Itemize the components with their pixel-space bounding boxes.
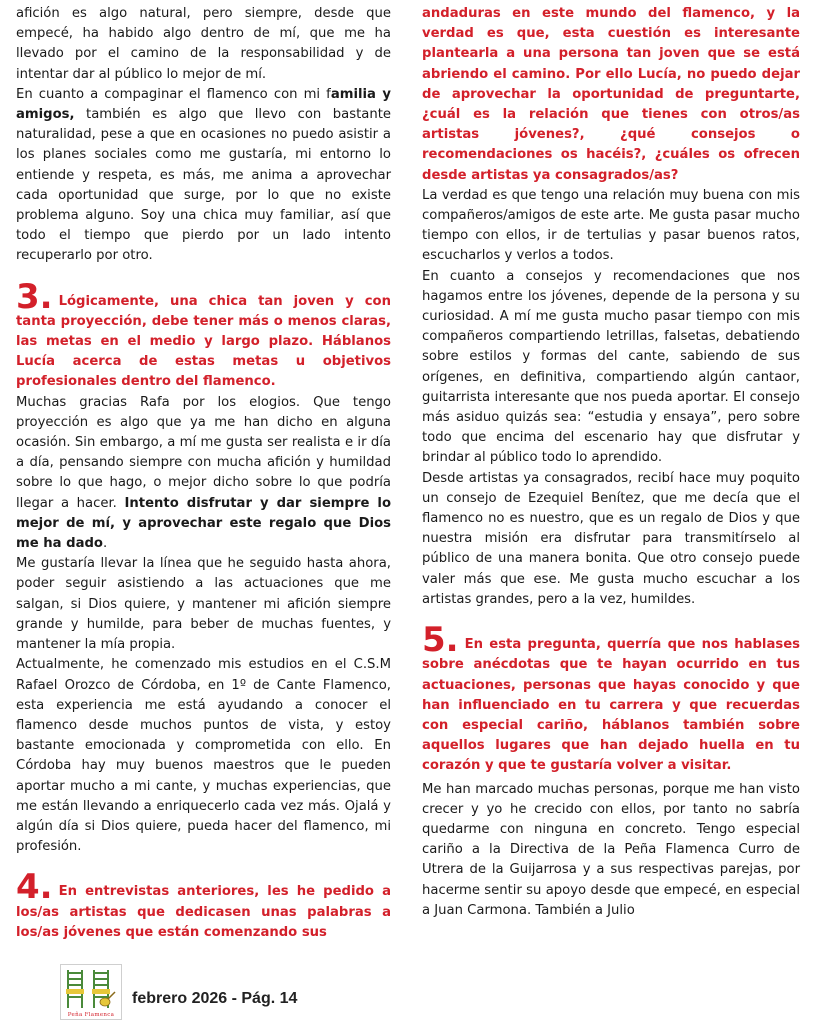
logo-caption: Peña Flamenca xyxy=(67,1012,115,1018)
question-text: Lógicamente, una chica tan joven y con tanta proyección, debe tener más o menos claras, las metas en el medio y largo plazo. Háblanos Lucía acerca de estas metas u objetivos profesionales dentro del flamenco. xyxy=(16,293,391,390)
paragraph: La verdad es que tengo una relación muy buena con mis compañeros/amigos de este arte. Me gusta pasar mucho tiempo con ellos, ir de tertulias y pasar buenos ratos, escucharlos y verlos a todos. xyxy=(422,187,800,264)
question-5 xyxy=(422,620,800,776)
question-4 xyxy=(16,867,391,943)
text-span: . xyxy=(103,536,108,552)
bold-text: Intento disfrutar y dar siempre lo mejor de mí, y aprovechar este regalo que Dios me ha dado xyxy=(16,495,392,552)
paragraph: Me gustaría llevar la línea que he seguido hasta ahora, poder seguir asistiendo a las actuaciones que me salgan, si Dios quiere, y mantener mi afición siempre grande y humilde, para beber de muchas fuentes, y mantener la mía propia. xyxy=(16,556,391,653)
left-column xyxy=(16,4,391,943)
paragraph-family xyxy=(16,85,391,267)
question-3 xyxy=(16,276,391,393)
question-4-continued: andaduras en este mundo del flamenco, y la verdad es que, esta cuestión es interesante plantearla a una persona tan joven que se está abriendo el camino. Por ello Lucía, no puedo dejar de aprovechar la oportunidad de preguntarte, ¿cuál es la relación que tienes con otros/as artistas jóvenes?, ¿qué consejos o recomendaciones os hacéis?, ¿cuáles os ofrecen desde artistas ya consagrados/as? xyxy=(422,6,800,183)
paragraph: Me han marcado muchas personas, porque me han visto crecer y yo he crecido con ellos, por tanto no sabría quedarme con ninguna en concreto. Tengo especial cariño a la Directiva de la Peña Flamenca Curro de Utrera de la Guijarrosa y a sus respectivas parejas, por hacerme sentir su apoyo desde que empecé, en especial a Juan Carmona. También a Julio xyxy=(422,781,800,918)
paragraph: Desde artistas ya consagrados, recibí hace muy poquito un consejo de Ezequiel Benítez, que me decía que el flamenco no es nuestro, que es un regalo de Dios y que nuestra misión era disfrutar para transmitírselo al público de una manera bonita. Que otro consejo puede valer más que ese. Me gusta mucho escuchar a los artistas grandes, pero a la vez, humildes. xyxy=(422,470,800,607)
question-number: 5. xyxy=(422,620,459,661)
paragraph: En cuanto a consejos y recomendaciones que nos hagamos entre los jóvenes, depende de la persona y su curiosidad. A mí me gusta mucho pasar tiempo con mis compañeros compartiendo letrillas, falsetas, debatiendo sobre estilos y formas del cante, sabiendo de sus orígenes, en definitiva, compartiendo algún cantaor, guitarrista interesante que nos pueda aportar. El consejo más asiduo quizás sea: “estudia y ensaya”, pero sobre todo que encima del escenario hay que disfrutar y brindar al público todo lo aprendido. xyxy=(422,268,800,466)
text-span: Muchas gracias Rafa por los elogios. Que tengo proyección es algo que ya me han dicho en alguna ocasión. Sin embargo, a mí me gusta ser realista e ir día a día, pensando siempre con mucha afición y humildad sobre lo que hago, o mejor dicho sobre lo que podría llegar a hacer. xyxy=(16,394,391,511)
paragraph: afición es algo natural, pero siempre, desde que empecé, ha habido algo dentro de mí, que me ha llevado por el camino de la responsabilidad y de intentar dar al público lo mejor de mí. xyxy=(16,6,391,82)
paragraph: Actualmente, he comenzado mis estudios en el C.S.M Rafael Orozco de Córdoba, en 1º de Cante Flamenco, esta experiencia me está ayudando a conocer el flamenco desde muchos puntos de vista, y estoy bastante emocionada y comprometida con ello. En Córdoba hay muy buenos maestros que le pueden aportar mucho a mi cante, y muchas experiencias, que me están llevando a enriquecerlo cada vez más. Ojalá y algún día si Dios quiere, pueda hacer del flamenco, mi profesión. xyxy=(16,657,391,855)
question-number: 3. xyxy=(16,276,53,317)
paragraph-goals xyxy=(16,393,391,555)
page-footer xyxy=(60,964,380,1020)
page-label: febrero 2026 - Pág. 14 xyxy=(132,990,298,1007)
pena-flamenca-logo xyxy=(60,964,122,1020)
right-column xyxy=(422,4,800,921)
question-text: En esta pregunta, querría que nos hablases sobre anécdotas que te hayan ocurrido en tus actuaciones, personas que hayas conocido y que han influenciado en tu carrera y que recuerdas con especial cariño, háblanos también sobre aquellos lugares que han dejado huella en tu corazón y que te gustaría volver a visitar. xyxy=(422,637,800,774)
text-span: En cuanto a compaginar el flamenco con mi f xyxy=(16,86,331,102)
question-number: 4. xyxy=(16,867,53,908)
bold-text: amilia y amigos, xyxy=(16,86,391,123)
question-text: En entrevistas anteriores, les he pedido a los/as artistas que dedicasen unas palabras a los/as jóvenes que están comenzando sus xyxy=(16,884,391,940)
chairs-guitar-icon xyxy=(60,964,122,1020)
text-span: también es algo que llevo con bastante naturalidad, pese a que en ocasiones no puedo asistir a los planes sociales como me gustaría, mi entorno lo entiende y respeta, es más, me anima a aprovechar cada oportunidad que surge, por lo que no existe problema alguno. Soy una chica muy familiar, así que todo el tiempo que pierdo por un lado intento recuperarlo por otro. xyxy=(16,107,391,264)
